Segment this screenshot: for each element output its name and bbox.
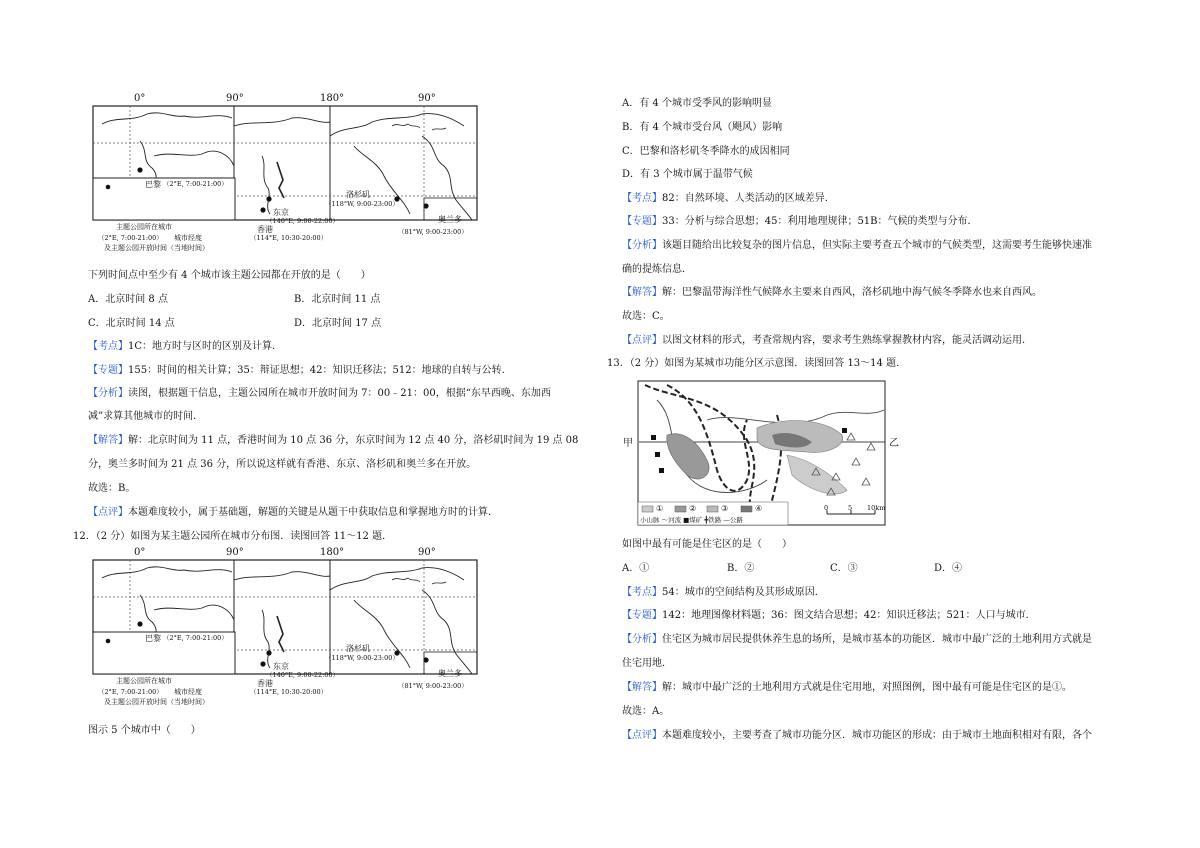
west-label: 甲 <box>623 438 633 449</box>
jieda-text: 解：城市中最广泛的土地利用方式就是住宅用地，对照图例，图中最有可能是住宅区的是①。 <box>662 682 1072 693</box>
city-paris-name: 巴黎 <box>145 634 161 643</box>
zhuanti-tag: 【专题】 <box>622 216 662 227</box>
city-orlando-name: 奥兰多 <box>438 669 462 678</box>
r-fenxi2-row <box>622 633 1092 647</box>
city-hongkong-name: 香港 <box>257 679 273 688</box>
q11-stem: 下列时间点中至少有 4 个城市该主题公园都在开放的是（ ） <box>88 270 371 281</box>
answer: 故选：B。 <box>88 483 136 494</box>
q13-option-c: C．③ <box>830 563 858 574</box>
fenxi-text-2: 住宅用地． <box>622 658 672 669</box>
q11-option-a: A．北京时间 8 点 <box>88 294 168 305</box>
r-kaodian2-row <box>622 586 825 600</box>
zhuanti-tag: 【专题】 <box>88 365 128 376</box>
city-orlando-info: （81°W, 9:00-23:00） <box>398 228 468 236</box>
kaodian-row <box>88 340 282 354</box>
q11-option-d: D．北京时间 17 点 <box>294 318 382 329</box>
legend-line2b: 城市经度 <box>174 234 202 242</box>
dianping-text: 以图文材料的形式，考查常规内容，要求考生熟练掌握教材内容，能灵活调动运用． <box>662 335 1032 346</box>
theme-park-map-1 <box>92 93 479 252</box>
city-la-info: （118°W, 9:00-23:00） <box>325 654 399 662</box>
fenxi-text-1: 该题目随给出比较复杂的图片信息，但实际主要考查五个城市的气候类型，这需要考生能够快速准 <box>662 240 1092 251</box>
theme-park-map-2 <box>92 547 479 706</box>
zhuanti-text: 33：分析与综合思想；45：利用地理规律；51B：气候的类型与分布． <box>662 216 978 227</box>
city-hongkong-info: （114°E, 10:30-20:00） <box>250 234 328 242</box>
dianping-tag: 【点评】 <box>622 730 662 741</box>
lon-label-0: 0° <box>134 93 146 104</box>
r-kaodian-row <box>622 192 835 206</box>
dianping-text: 本题难度较小，主要考查了城市功能分区．城市功能区的形成：由于城市土地面积相对有限，各个 <box>662 730 1092 741</box>
r-dianping2-row <box>622 729 1092 743</box>
zhuanti-text: 142：地理图像材料题；36：图文结合思想；42：知识迁移法；521：人口与城市． <box>662 610 1036 621</box>
kaodian-tag: 【考点】 <box>622 193 662 204</box>
legend-line3: 及主题公园开放时间（当地时间） <box>104 244 209 252</box>
city-orlando-info: （81°W, 9:00-23:00） <box>398 682 468 690</box>
lon-label-90w: 90° <box>418 547 436 558</box>
dianping-text: 本题难度较小，属于基础题，解题的关键是从题干中获取信息和掌握地方时的计算． <box>128 507 498 518</box>
legend-1: ① <box>656 504 664 513</box>
fenxi-text-1: 住宅区为城市居民提供休养生息的场所，是城市基本的功能区．城市中最广泛的土地利用方式就是 <box>662 634 1092 645</box>
lon-label-180: 180° <box>320 93 345 104</box>
legend-line2b: 城市经度 <box>174 688 202 696</box>
east-label: 乙 <box>889 438 899 449</box>
r-fenxi-row <box>622 239 1092 253</box>
q12-stem: 12．（2 分）如图为某主题公园所在城市分布图．读图回答 11～12 题． <box>73 531 393 542</box>
fenxi-text-1: 读图，根据题干信息，主题公园所在城市开放时间为 7：00﹣21：00，根据“东早西晚、东加西 <box>128 388 551 399</box>
q12-option-c: C．巴黎和洛杉矶冬季降水的成因相同 <box>622 146 790 157</box>
dianping-tag: 【点评】 <box>622 335 662 346</box>
city-orlando-name: 奥兰多 <box>438 215 462 224</box>
q13-option-b: B．② <box>727 563 755 574</box>
city-tokyo-name: 东京 <box>273 662 289 671</box>
q12-option-a: A．有 4 个城市受季风的影响明显 <box>622 98 772 109</box>
jieda-tag: 【解答】 <box>622 287 662 298</box>
fenxi-tag: 【分析】 <box>622 240 662 251</box>
q12-option-b: B．有 4 个城市受台风（飓风）影响 <box>622 122 783 133</box>
zhuanti-row <box>88 364 512 378</box>
fenxi-text-2: 减”求算其他城市的时间． <box>88 411 204 422</box>
legend-line1: 主题公园所在城市 <box>116 223 172 231</box>
dianping-tag: 【点评】 <box>88 507 128 518</box>
jieda-row <box>88 434 578 448</box>
city-paris-info: （2°E, 7:00-21:00） <box>163 634 228 642</box>
kaodian-tag: 【考点】 <box>88 341 128 352</box>
city-la-info: （118°W, 9:00-23:00） <box>325 200 399 208</box>
legend-line1: 主题公园所在城市 <box>116 677 172 685</box>
answer: 故选：C。 <box>622 311 670 322</box>
q11-option-b: B．北京时间 11 点 <box>294 294 381 305</box>
r-jieda2-row <box>622 681 1072 695</box>
jieda-text-2: 分，奥兰多时间为 21 点 36 分，所以说这样就有香港、东京、洛杉矶和奥兰多在开放。 <box>88 459 477 470</box>
city-la-name: 洛杉矶 <box>346 644 370 653</box>
q13-option-d: D．④ <box>934 563 963 574</box>
fenxi-text-2: 确的提炼信息． <box>622 264 692 275</box>
kaodian-tag: 【考点】 <box>622 587 662 598</box>
fenxi-row <box>88 387 551 401</box>
legend-2: ② <box>689 504 697 513</box>
legend-line3: 及主题公园开放时间（当地时间） <box>104 698 209 706</box>
q13-option-a: A．① <box>622 563 650 574</box>
answer: 故选：A。 <box>622 706 670 717</box>
legend-3: ③ <box>721 504 729 513</box>
jieda-tag: 【解答】 <box>88 435 128 446</box>
scale-5: 5 <box>848 504 853 512</box>
zhuanti-text: 155：时间的相关计算；35：辩证思想；42：知识迁移法；512：地球的自转与公转． <box>128 365 512 376</box>
city-tokyo-info: （140°E, 9:00-22:00） <box>266 671 340 679</box>
jieda-text: 解：巴黎温带海洋性气候降水主要来自西风，洛杉矶地中海气候冬季降水也来自西风。 <box>662 287 1042 298</box>
r-dianping-row <box>622 334 1032 348</box>
kaodian-text: 1C：地方时与区时的区别及计算． <box>128 341 283 352</box>
city-hongkong-name: 香港 <box>257 225 273 234</box>
lon-label-90e: 90° <box>226 547 244 558</box>
city-zone-map <box>623 380 899 526</box>
lon-label-180: 180° <box>320 547 345 558</box>
legend-line-2: 小山脉 ～河流 ■煤矿 ╋铁路 —公路 <box>640 516 743 524</box>
scale-0: 0 <box>824 504 829 512</box>
zhuanti-tag: 【专题】 <box>622 610 662 621</box>
q12-sub-stem: 图示 5 个城市中（ ） <box>88 725 201 736</box>
fenxi-tag: 【分析】 <box>622 634 662 645</box>
jieda-tag: 【解答】 <box>622 682 662 693</box>
lon-label-90w: 90° <box>418 93 436 104</box>
city-paris-info: （2°E, 7:00-21:00） <box>163 180 228 188</box>
dianping-row <box>88 506 498 520</box>
q13-stem: 13．（2 分）如图为某城市功能分区示意图．读图回答 13～14 题． <box>607 358 907 369</box>
city-hongkong-info: （114°E, 10:30-20:00） <box>250 688 328 696</box>
q12-option-d: D．有 3 个城市属于温带气候 <box>622 169 753 180</box>
jieda-text-1: 解：北京时间为 11 点，香港时间为 10 点 36 分，东京时间为 12 点 40 分，洛杉矶时间为 19 点 08 <box>128 435 579 446</box>
legend-line2a: （2°E, 7:00-21:00） <box>98 688 163 696</box>
fenxi-tag: 【分析】 <box>88 388 128 399</box>
kaodian-text: 82：自然环境、人类活动的区域差异． <box>662 193 835 204</box>
q11-option-c: C．北京时间 14 点 <box>88 318 175 329</box>
r-zhuanti-row <box>622 215 978 229</box>
r-jieda-row <box>622 286 1042 300</box>
scale-10km: 10km <box>867 504 886 512</box>
r-zhuanti2-row <box>622 609 1036 623</box>
lon-label-0: 0° <box>134 547 146 558</box>
q13-sub-stem: 如图中最有可能是住宅区的是（ ） <box>622 539 792 550</box>
legend-4: ④ <box>755 504 763 513</box>
legend-line2a: （2°E, 7:00-21:00） <box>98 234 163 242</box>
kaodian-text: 54：城市的空间结构及其形成原因． <box>662 587 825 598</box>
city-la-name: 洛杉矶 <box>346 190 370 199</box>
city-paris-name: 巴黎 <box>145 180 161 189</box>
city-tokyo-info: （140°E, 9:00-22:00） <box>266 217 340 225</box>
city-tokyo-name: 东京 <box>273 208 289 217</box>
lon-label-90e: 90° <box>226 93 244 104</box>
